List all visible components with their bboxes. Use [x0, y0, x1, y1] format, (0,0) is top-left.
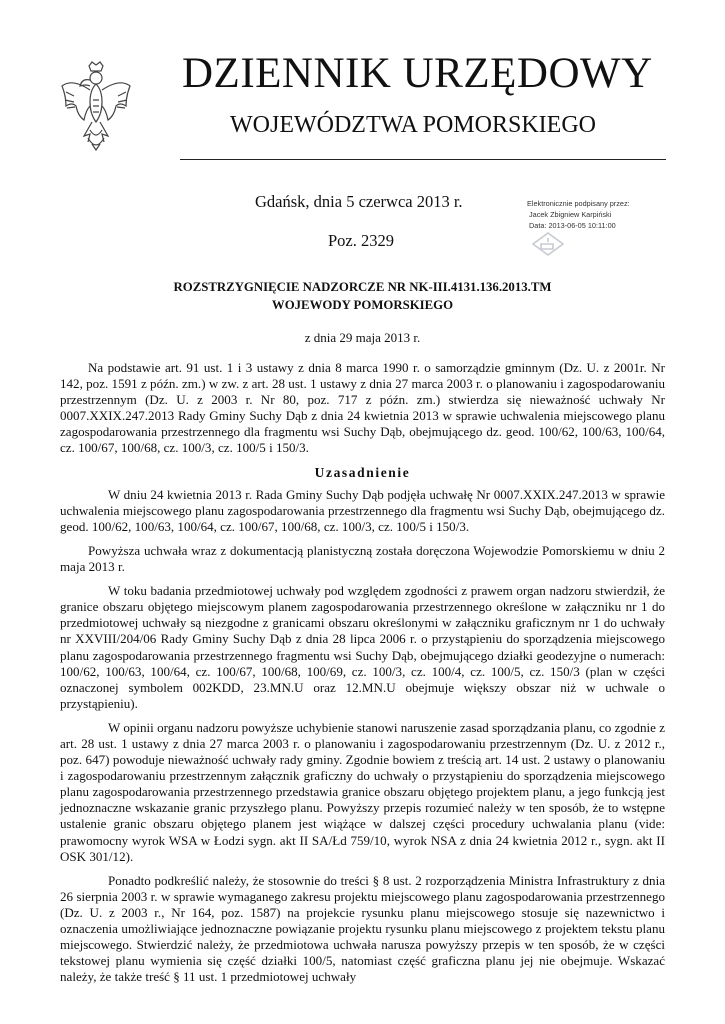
document-body: [60, 360, 665, 993]
document-issuer: WOJEWODY POMORSKIEGO: [271, 298, 454, 312]
intro-paragraph: Na podstawie art. 91 ust. 1 i 3 ustawy z dnia 8 marca 1990 r. o samorządzie gminnym (Dz. U. z 2001r. Nr 142, poz. 1591 z późn. zm.) w zw. z art. 28 ust. 1 ustawy z dnia 27 marca 2003 r. o planowaniu i zagospodarowaniu przestrzennym (Dz. U. z 2003 r. Nr 80, poz. 717 z późn. zm.) stwierdza się nieważność uchwały Nr 0007.XXIX.247.2013 Rady Gminy Suchy Dąb z dnia 24 kwietnia 2013 w sprawie uchwalenia miejscowego planu zagospodarowania przestrzennego dla fragmentu wsi Suchy Dąb, obejmującego dz. geod. 100/62, 100/63, 100/64, cz. 100/67, 100/68, cz. 100/3, cz. 100/5 i 150/3.: [60, 360, 665, 456]
position-number: Poz. 2329: [328, 231, 394, 250]
masthead-title: DZIENNIK URZĘDOWY: [182, 50, 653, 97]
paragraph-2: Powyższa uchwała wraz z dokumentacją planistyczną została doręczona Wojewodzie Pomorskiemu w dniu 2 maja 2013 r.: [60, 542, 665, 575]
signature-line-1: Elektronicznie podpisany przez:: [527, 199, 630, 208]
masthead-subtitle: WOJEWÓDZTWA POMORSKIEGO: [230, 112, 596, 138]
polish-eagle-emblem: [60, 60, 132, 152]
document-title: ROZSTRZYGNIĘCIE NADZORCZE NR NK-III.4131.136.2013.TM: [173, 280, 552, 294]
signature-stamp-icon: [527, 230, 569, 258]
section-heading: Uzasadnienie: [314, 464, 411, 480]
signature-date: Data: 2013-06-05 10:11:00: [529, 221, 616, 230]
document-date: z dnia 29 maja 2013 r.: [304, 330, 421, 345]
masthead-divider: [180, 159, 666, 160]
paragraph-1: W dniu 24 kwietnia 2013 r. Rada Gminy Suchy Dąb podjęła uchwałę Nr 0007.XXIX.247.2013 w sprawie uchwalenia miejscowego planu zagospodarowania przestrzennego dla fragmentu wsi Suchy Dąb, obejmującego dz. geod. 100/62, 100/63, 100/64, cz. 100/67, 100/68, cz. 100/3, cz. 100/5 i 150/3.: [60, 486, 665, 534]
signature-signer: Jacek Zbigniew Karpiński: [529, 210, 612, 219]
paragraph-4: W opinii organu nadzoru powyższe uchybienie stanowi naruszenie zasad sporządzania planu, co zgodnie z art. 28 ust. 1 ustawy z dnia 27 marca 2003 r. o planowaniu i zagospodarowaniu przestrzennym (Dz. U. z 2012 r., poz. 647) powoduje nieważność uchwały rady gminy. Zgodnie bowiem z treścią art. 14 ust. 2 ustawy o planowaniu i zagospodarowaniu przestrzennym załącznik graficzny do uchwały o przystąpieniu do sporządzenia miejscowego planu zagospodarowania przestrzennego przedstawia granice obszaru objętego projektem planu, a jego funkcją jest jednoznaczne wskazanie granic przyszłego planu. Powyższy przepis rozumieć należy w ten sposób, że to wstępne ustalenie granic obszaru objętego planem jest wiążące w dalszej części procedury uchwalania planu (vide: prawomocny wyrok WSA w Łodzi sygn. akt II SA/Łd 759/10, wyrok NSA z dnia 24 kwietnia 2012 r., sygn. akt II OSK 301/12).: [60, 719, 665, 864]
electronic-signature-block: [527, 198, 667, 254]
paragraph-3: W toku badania przedmiotowej uchwały pod względem zgodności z prawem organ nadzoru stwierdził, że granice obszaru objętego miejscowym planem zagospodarowania przestrzennego określone w załączniku nr 1 do przedmiotowej uchwały są niezgodne z granicami obszaru określonymi w załączniku graficznym nr 1 do uchwały nr XXVIII/204/06 Rady Gminy Suchy Dąb z dnia 28 lipca 2006 r. o przystąpieniu do sporządzenia miejscowego planu zagospodarowania przestrzennego fragmentu wsi Suchy Dąb, obejmującego działki geodezyjne o numerach: 100/62, 100/63, 100/64, cz. 100/67, 100/68, 100/69, cz. 100/3, cz. 100/4, cz. 100/5, cz. 150/3 (plan w części oznaczonej symbolem 002KDD, 23.MN.U oraz 12.MN.U obejmuje większy obszar niż w uchwale o przystąpieniu).: [60, 583, 665, 711]
place-date: Gdańsk, dnia 5 czerwca 2013 r.: [255, 192, 463, 211]
paragraph-5: Ponadto podkreślić należy, że stosownie do treści § 8 ust. 2 rozporządzenia Ministra Infrastruktury z dnia 26 sierpnia 2003 r. w sprawie wymaganego zakresu projektu miejscowego planu zagospodarowania przestrzennego (Dz. U. z 2003 r., Nr 164, poz. 1587) na projekcie rysunku planu miejscowego stosuje się nazewnictwo i oznaczenia umożliwiające jednoznaczne powiązanie projektu rysunku planu miejscowego z projektem tekstu planu miejscowego. Stwierdzić należy, że przedmiotowa uchwała narusza powyższy przepis w ten sposób, że w części tekstowej planu wymienia się część działki 100/5, natomiast część graficzna planu jej nie obejmuje. Wskazać należy, że także treść § 11 ust. 1 przedmiotowej uchwały: [60, 872, 665, 985]
